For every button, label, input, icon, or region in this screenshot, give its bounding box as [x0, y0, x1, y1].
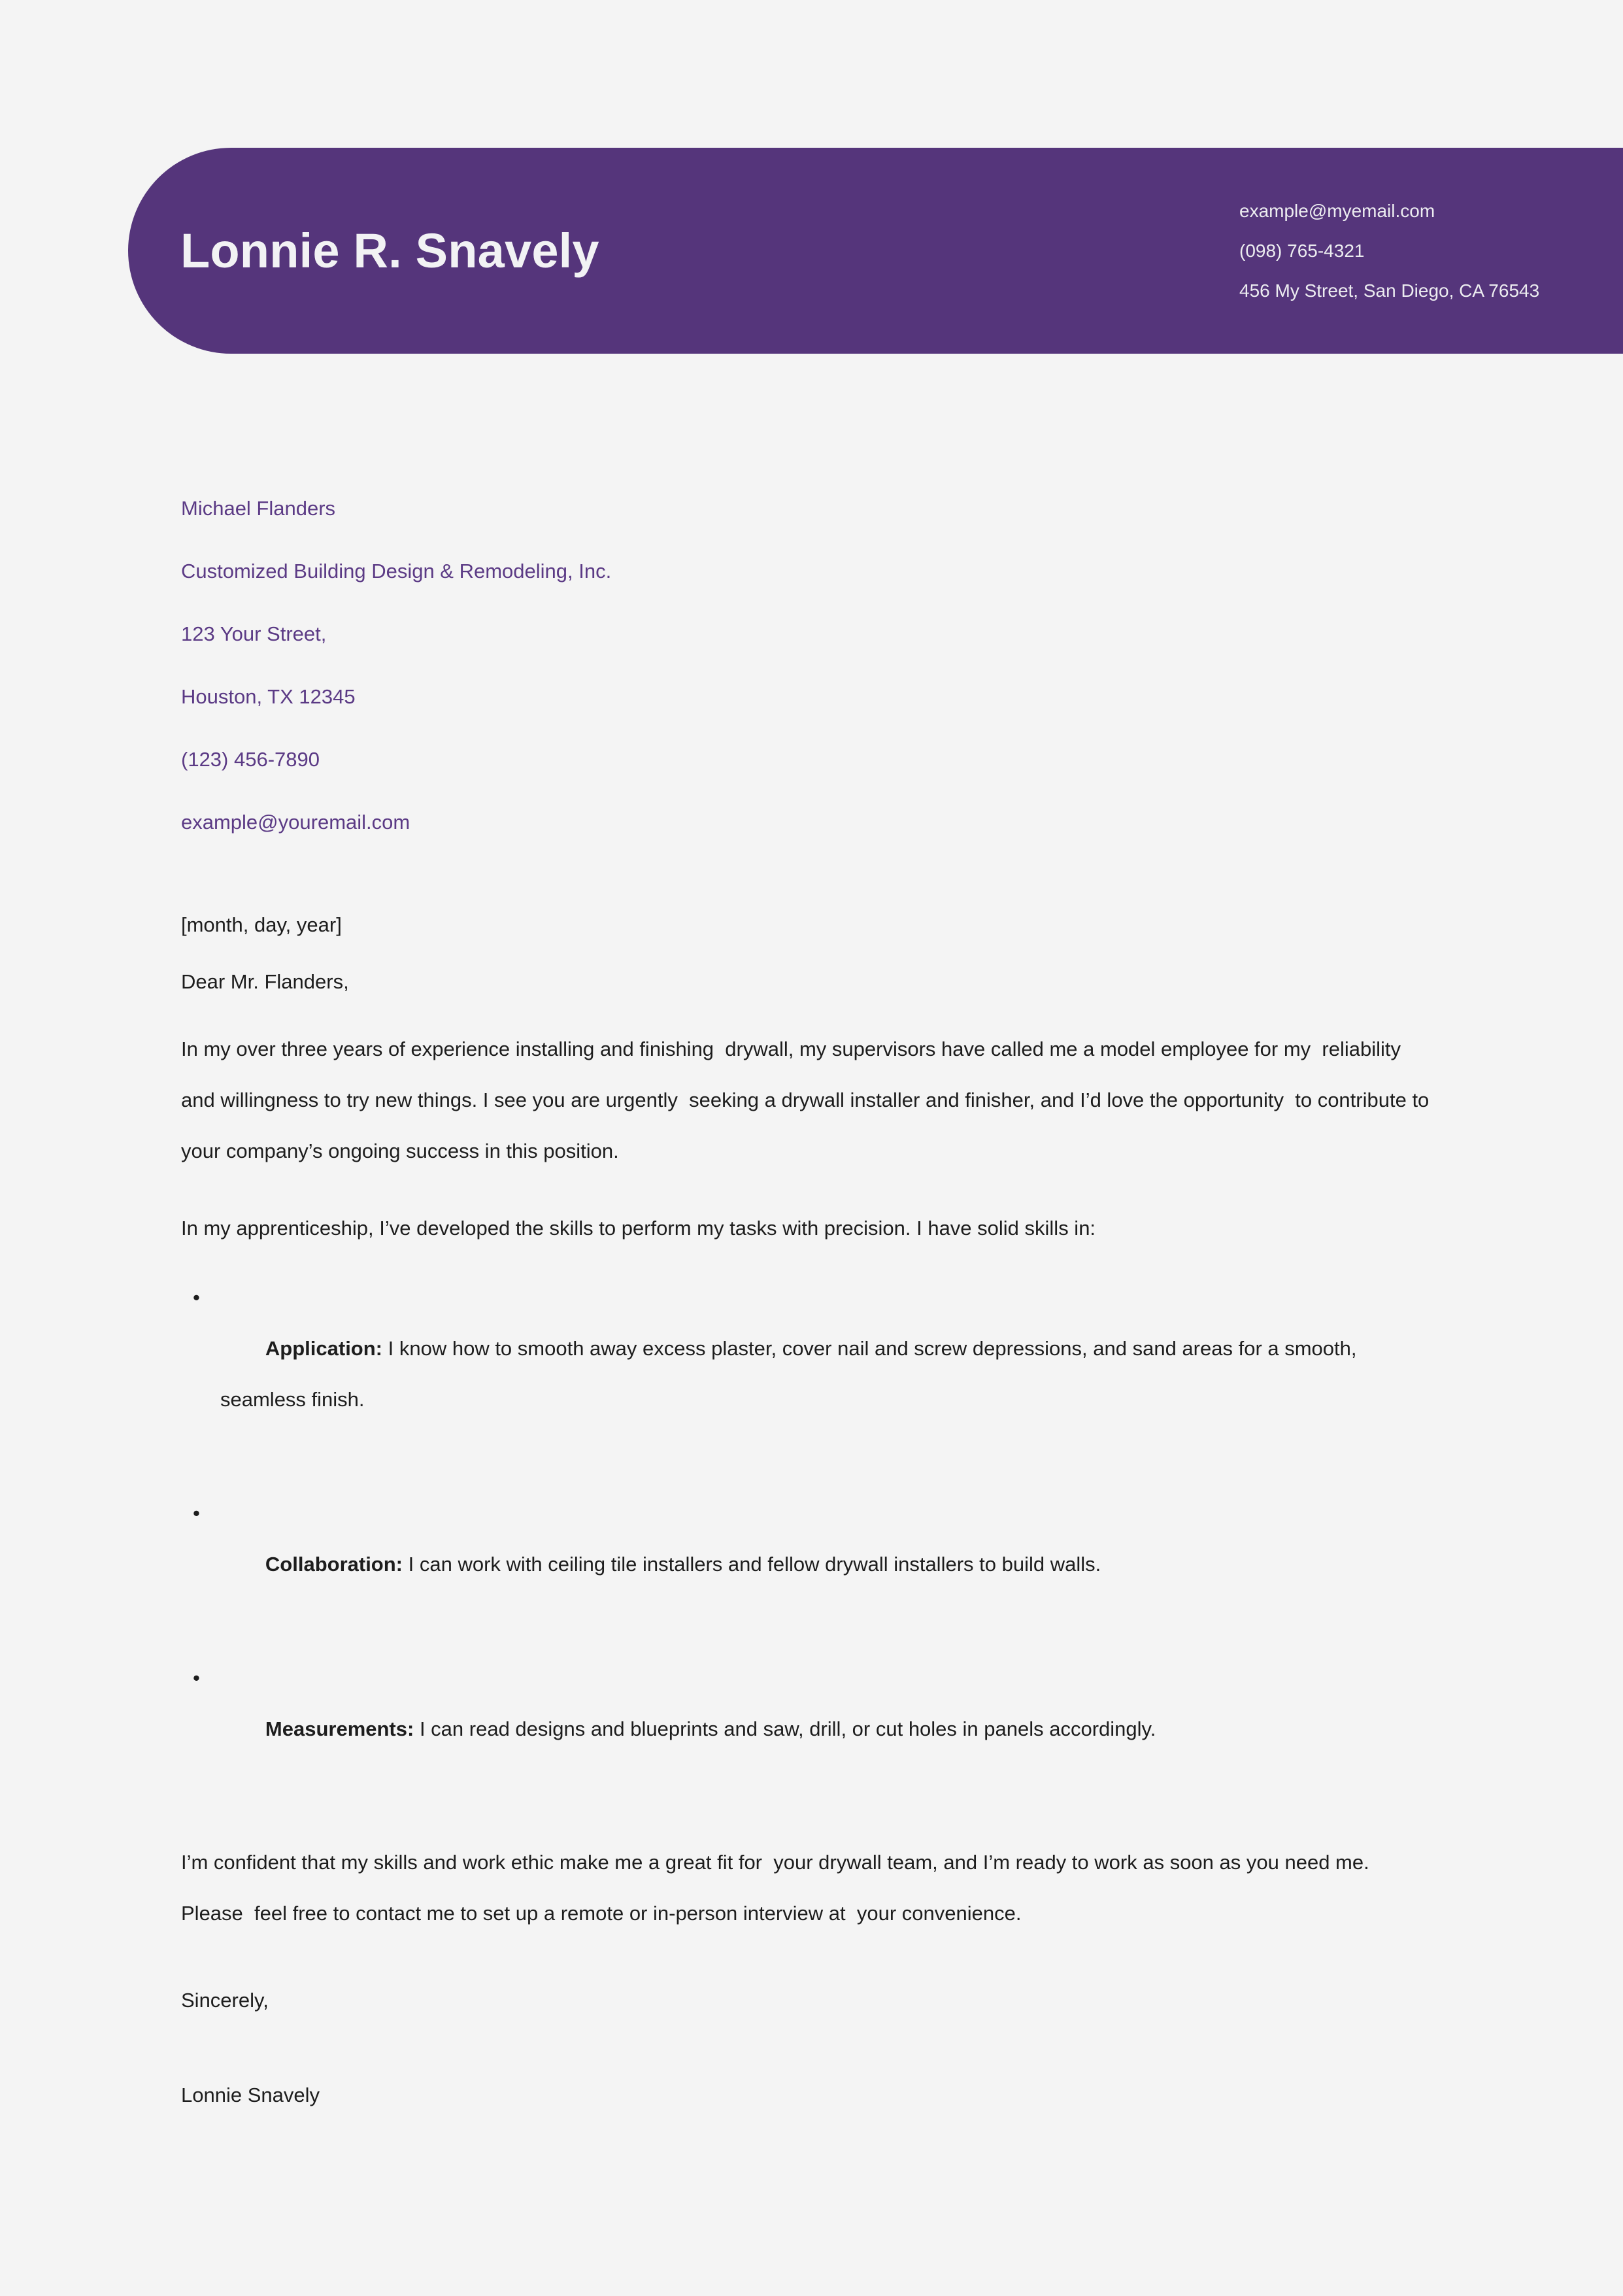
applicant-phone: (098) 765-4321	[1239, 240, 1365, 261]
letter-paragraph-1: In my over three years of experience installing and finishing drywall, my supervisors have called me a model employee for my reliability and willingness to try new things. I see you are urgently seeking a drywall installer and finisher, and I’d love the opportunity to contribute to your company’s ongoing success in this position.	[181, 1038, 1435, 1162]
skill-text: I can work with ceiling tile installers and fellow drywall installers to build walls.	[403, 1553, 1101, 1576]
bullet-icon: •	[193, 1502, 200, 1525]
applicant-email: example@myemail.com	[1239, 200, 1435, 221]
recipient-name: Michael Flanders	[181, 497, 336, 520]
header-banner	[128, 148, 1623, 354]
applicant-address: 456 My Street, San Diego, CA 76543	[1239, 280, 1540, 301]
skill-text: I can read designs and blueprints and saw, drill, or cut holes in panels accordingly.	[414, 1717, 1156, 1740]
letter-signature: Lonnie Snavely	[181, 2084, 320, 2106]
skill-label: Application:	[265, 1337, 383, 1360]
recipient-street: 123 Your Street,	[181, 622, 327, 645]
letter-date: [month, day, year]	[181, 913, 342, 936]
skills-list	[181, 1272, 1430, 1806]
letter-paragraph-2: In my apprenticeship, I’ve developed the skills to perform my tasks with precision. I have solid skills in:	[181, 1217, 1096, 1240]
letter-signoff: Sincerely,	[181, 1989, 269, 2012]
skill-text: I know how to smooth away excess plaster, cover nail and screw depressions, and sand areas for a smooth, seamless finish.	[220, 1337, 1363, 1411]
skill-label: Collaboration:	[265, 1553, 403, 1576]
bullet-icon: •	[193, 1666, 200, 1689]
recipient-city: Houston, TX 12345	[181, 685, 356, 708]
recipient-email: example@youremail.com	[181, 811, 410, 834]
skill-label: Measurements:	[265, 1717, 414, 1740]
list-item	[181, 1653, 1430, 1806]
recipient-phone: (123) 456-7890	[181, 748, 320, 771]
letter-salutation: Dear Mr. Flanders,	[181, 970, 349, 993]
letter-paragraph-3: I’m confident that my skills and work ethic make me a great fit for your drywall team, and I’m ready to work as soon as you need me. Please feel free to contact me to set up a remote or in-person interview at your convenience.	[181, 1851, 1375, 1925]
bullet-icon: •	[193, 1286, 200, 1309]
list-item	[181, 1488, 1430, 1641]
applicant-contact-block	[1239, 202, 1539, 300]
list-item	[181, 1272, 1430, 1476]
recipient-company: Customized Building Design & Remodeling, Inc.	[181, 560, 612, 582]
letter-body	[181, 477, 1435, 2111]
applicant-name: Lonnie R. Snavely	[180, 223, 599, 278]
recipient-block	[181, 477, 1430, 854]
